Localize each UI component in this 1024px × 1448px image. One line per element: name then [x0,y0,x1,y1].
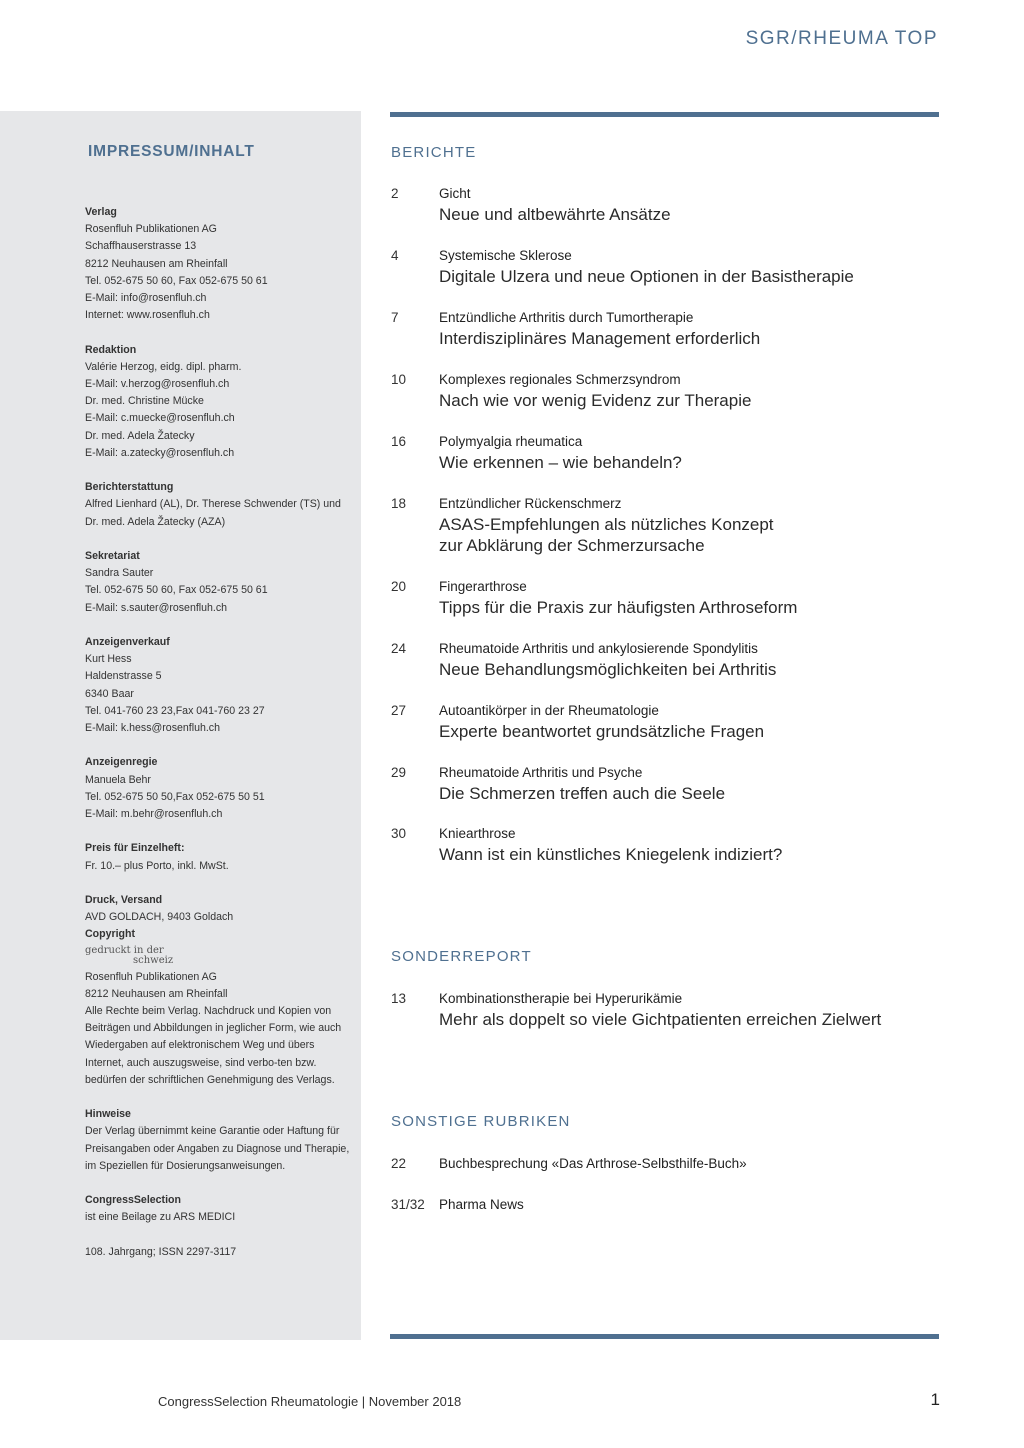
toc-page-number: 29 [391,765,407,780]
imprint-line: Dr. med. Adela Žatecky (AZA) [85,515,226,528]
top-rule [390,112,939,117]
imprint-line: Schaffhauserstrasse 13 [85,240,197,253]
toc-page-number: 18 [391,496,407,511]
toc-subtitle: Gicht [439,186,471,201]
imprint-copyright [85,926,353,1089]
imprint-line: Fr. 10.– plus Porto, inkl. MwSt. [85,859,229,872]
imprint-berichterstattung [85,479,353,531]
toc-page-number: 2 [391,186,399,201]
toc-subtitle: Rheumatoide Arthritis und Psyche [439,765,643,780]
imprint-line: Valérie Herzog, eidg. dipl. pharm. [85,360,242,373]
toc-page-number: 30 [391,826,407,841]
imprint-line: E-Mail: k.hess@rosenfluh.ch [85,722,220,735]
imprint-label: Redaktion [85,343,137,356]
imprint-anzeigenregie [85,754,353,823]
toc-subtitle: Kombinationstherapie bei Hyperurikämie [439,991,683,1006]
imprint-label: Anzeigenregie [85,756,158,769]
imprint-line: Manuela Behr [85,773,151,786]
imprint-line: E-Mail: v.herzog@rosenfluh.ch [85,378,230,391]
imprint-label: Sekretariat [85,550,140,563]
imprint-line: Rosenfluh Publikationen AG [85,970,217,983]
imprint-label: Anzeigenverkauf [85,636,170,649]
toc-title: Wann ist ein künstliches Kniegelenk indiziert? [439,845,783,864]
imprint-druck [85,892,353,926]
toc-title: Neue Behandlungsmöglichkeiten bei Arthritis [439,660,777,679]
toc-subtitle: Pharma News [439,1197,524,1212]
toc-page-number: 10 [391,372,407,387]
footer-publication: CongressSelection Rheumatologie | November 2018 [158,1394,462,1409]
section-heading-berichte: BERICHTE [391,144,477,161]
imprint-line: Tel. 052-675 50 50,Fax 052-675 50 51 [85,790,265,803]
imprint-line: 8212 Neuhausen am Rheinfall [85,257,228,270]
imprint-line: Tel. 052-675 50 60, Fax 052-675 50 61 [85,584,268,597]
toc-title: Interdisziplinäres Management erforderlich [439,329,761,348]
imprint-line: 108. Jahrgang; ISSN 2297-3117 [85,1245,237,1258]
imprint-rights-text: Alle Rechte beim Verlag. Nachdruck und Kopien von Beiträgen und Abbildungen in jeglicher Form, wie auch Wiedergaben auf elektronischem Weg und übers Internet, auch auszugsweise, sind verbo-ten bzw. bedürfen der schriftlichen Genehmigung des Verlags. [85,1005,342,1086]
imprint-line: E-Mail: info@rosenfluh.ch [85,292,207,305]
imprint-line: 8212 Neuhausen am Rheinfall [85,987,228,1000]
section-heading-sonderreport: SONDERREPORT [391,948,532,965]
toc-title: Nach wie vor wenig Evidenz zur Therapie [439,391,752,410]
toc-subtitle: Autoantikörper in der Rheumatologie [439,703,659,718]
imprint-line: Rosenfluh Publikationen AG [85,223,217,236]
toc-subtitle: Komplexes regionales Schmerzsyndrom [439,372,681,387]
imprint-line: Haldenstrasse 5 [85,670,162,683]
imprint-preis [85,840,353,874]
imprint-column [85,204,353,1261]
imprint-line: 6340 Baar [85,687,134,700]
toc-subtitle: Rheumatoide Arthritis und ankylosierende Spondylitis [439,641,758,656]
imprint-label: Druck, Versand [85,894,163,907]
toc-page-number: 7 [391,310,399,325]
toc-title: Neue und altbewährte Ansätze [439,205,671,224]
toc-page-number: 4 [391,248,399,263]
imprint-label: Verlag [85,206,117,218]
toc-title: Die Schmerzen treffen auch die Seele [439,784,726,803]
page-header-title: SGR/RHEUMA TOP [745,28,938,49]
imprint-line: Tel. 041-760 23 23,Fax 041-760 23 27 [85,704,265,717]
imprint-line: Tel. 052-675 50 60, Fax 052-675 50 61 [85,274,268,287]
imprint-verlag [85,204,353,324]
toc-title: Mehr als doppelt so viele Gichtpatienten erreichen Zielwert [439,1010,882,1029]
imprint-sekretariat [85,548,353,617]
imprint-line: Internet: www.rosenfluh.ch [85,309,210,322]
toc-subtitle: Fingerarthrose [439,579,527,594]
imprint-congress [85,1192,353,1226]
printed-in-switzerland-logo: gedruckt in der schweiz [85,944,174,966]
sidebar-heading: IMPRESSUM/INHALT [88,143,255,160]
toc-subtitle: Entzündliche Arthritis durch Tumortherapie [439,310,694,325]
toc-subtitle: Polymyalgia rheumatica [439,434,583,449]
toc-subtitle: Entzündlicher Rückenschmerz [439,496,622,511]
toc-page-number: 24 [391,641,407,656]
toc-page-number: 27 [391,703,407,718]
toc-page-number: 16 [391,434,407,449]
imprint-redaktion [85,342,353,462]
toc-page-number: 13 [391,991,407,1006]
imprint-line: E-Mail: s.sauter@rosenfluh.ch [85,601,228,614]
toc-page-number: 22 [391,1156,407,1171]
imprint-anzeigenverkauf [85,634,353,737]
toc-subtitle: Buchbesprechung «Das Arthrose-Selbsthilfe-Buch» [439,1156,747,1171]
toc-title: Wie erkennen – wie behandeln? [439,453,682,472]
imprint-hinweise-text: Der Verlag übernimmt keine Garantie oder Haftung für Preisangaben oder Angaben zu Diagnose und Therapie, im Speziellen für Dosierungsanweisungen. [85,1125,350,1172]
imprint-line: Sandra Sauter [85,567,154,580]
imprint-jahrgang [85,1244,353,1261]
imprint-line: ist eine Beilage zu ARS MEDICI [85,1211,236,1224]
toc-title: ASAS-Empfehlungen als nützliches Konzept zur Abklärung der Schmerzursache [439,515,774,555]
imprint-label: Preis für Einzelheft: [85,842,185,855]
imprint-line: E-Mail: c.muecke@rosenfluh.ch [85,412,235,425]
imprint-hinweise [85,1106,353,1175]
imprint-line: AVD GOLDACH, 9403 Goldach [85,911,234,924]
imprint-line: E-Mail: m.behr@rosenfluh.ch [85,808,223,821]
imprint-label: Copyright [85,928,136,941]
section-heading-sonstige: SONSTIGE RUBRIKEN [391,1113,571,1130]
imprint-line: Dr. med. Christine Mücke [85,395,204,408]
toc-title: Tipps für die Praxis zur häufigsten Arthroseform [439,598,798,617]
footer-page-number: 1 [930,1390,940,1409]
imprint-line: E-Mail: a.zatecky@rosenfluh.ch [85,446,235,459]
imprint-label: Hinweise [85,1108,131,1121]
toc-page-number: 20 [391,579,407,594]
toc-page-number: 31/32 [391,1197,425,1212]
bottom-rule [390,1334,939,1339]
toc-subtitle: Kniearthrose [439,826,516,841]
imprint-line: Dr. med. Adela Žatecky [85,429,195,442]
toc-title: Experte beantwortet grundsätzliche Fragen [439,722,765,741]
imprint-line: Alfred Lienhard (AL), Dr. Therese Schwender (TS) und [85,498,341,511]
imprint-label: CongressSelection [85,1194,181,1207]
toc-title: Digitale Ulzera und neue Optionen in der Basistherapie [439,267,854,286]
imprint-line: Kurt Hess [85,653,132,666]
imprint-label: Berichterstattung [85,481,174,494]
toc-subtitle: Systemische Sklerose [439,248,572,263]
